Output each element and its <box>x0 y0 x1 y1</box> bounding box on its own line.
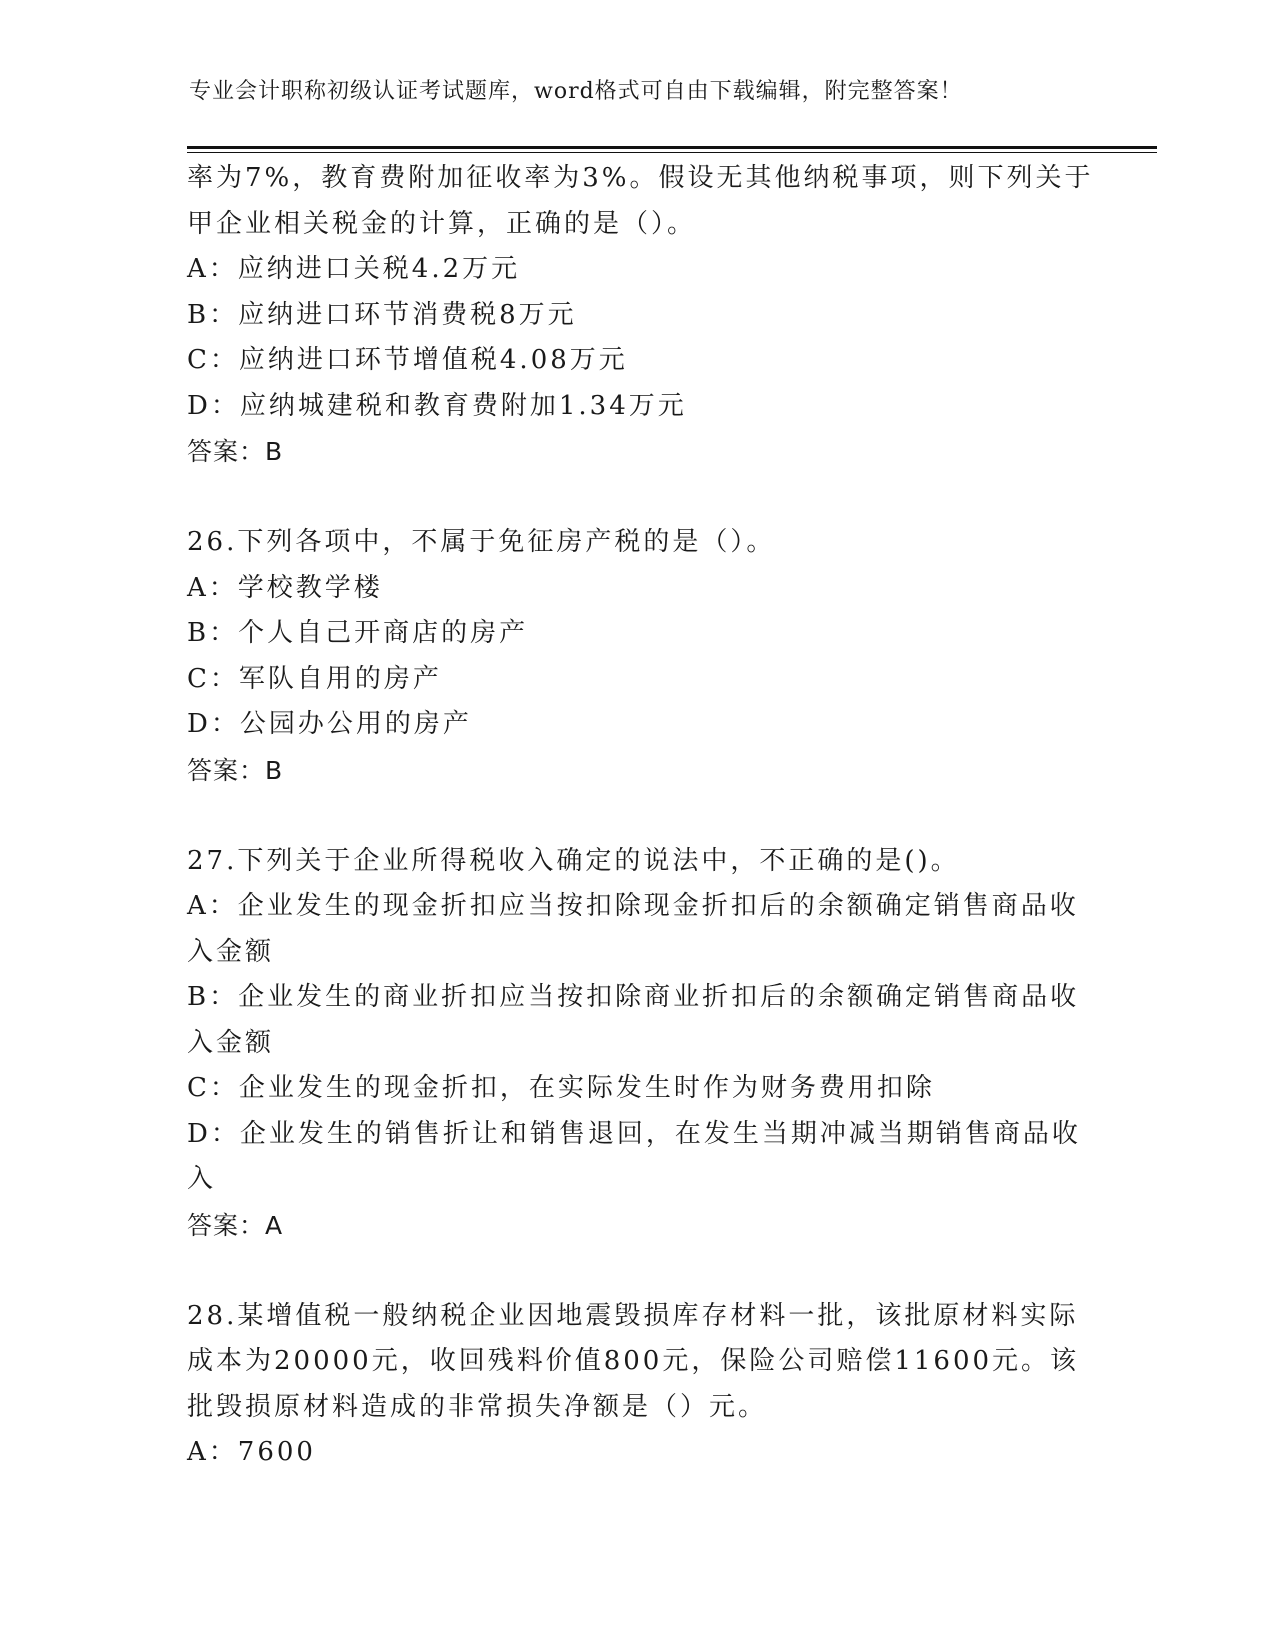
question-stem-line: 26.下列各项中，不属于免征房产税的是（）。 <box>187 527 776 557</box>
spacer <box>187 475 1087 521</box>
question-stem-line: 甲企业相关税金的计算，正确的是（）。 <box>187 208 697 239</box>
option-d: D：公园办公用的房产 <box>187 709 472 739</box>
option-d: D：应纳城建税和教育费附加1.34万元 <box>187 390 687 421</box>
answer: 答案：A <box>187 1210 284 1240</box>
option-c: C：企业发生的现金折扣，在实际发生时作为财务费用扣除 <box>187 1073 935 1103</box>
page-header: 专业会计职称初级认证考试题库，word格式可自由下载编辑，附完整答案！ <box>189 79 963 104</box>
question-27 <box>187 839 1087 1249</box>
option-d: D：企业发生的销售折让和销售退回，在发生当期冲减当期销售商品收 <box>187 1118 1081 1149</box>
option-c: C：军队自用的房产 <box>187 663 442 694</box>
option-b: B：应纳进口环节消费税8万元 <box>187 299 577 330</box>
header-rule-thin <box>187 152 1157 153</box>
option-a: A：7600 <box>187 1437 316 1467</box>
option-b: B：个人自己开商店的房产 <box>187 618 529 648</box>
option-c: C：应纳进口环节增值税4.08万元 <box>187 345 628 375</box>
question-28 <box>187 1294 1087 1476</box>
header-rule-thick <box>187 146 1157 149</box>
question-stem-line: 成本为20000元，收回残料价值800元，保险公司赔偿11600元。该 <box>187 1346 1080 1376</box>
option-a: A：应纳进口关税4.2万元 <box>187 254 521 284</box>
option-b-continued: 入金额 <box>187 1027 275 1058</box>
option-a: A：学校教学楼 <box>187 572 383 603</box>
question-stem-line: 率为7%，教育费附加征收率为3%。假设无其他纳税事项，则下列关于 <box>187 163 1094 193</box>
option-a: A：企业发生的现金折扣应当按扣除现金折扣后的余额确定销售商品收 <box>187 891 1079 921</box>
spacer <box>187 793 1087 839</box>
spacer <box>187 1248 1087 1294</box>
question-stem-line: 批毁损原材料造成的非常损失净额是（）元。 <box>187 1391 768 1422</box>
option-b: B：企业发生的商业折扣应当按扣除商业折扣后的余额确定销售商品收 <box>187 982 1080 1012</box>
option-d-continued: 入 <box>187 1164 217 1194</box>
answer: 答案：B <box>187 755 284 785</box>
question-25 <box>187 156 1094 475</box>
option-a-continued: 入金额 <box>187 936 275 967</box>
question-stem-line: 27.下列关于企业所得税收入确定的说法中，不正确的是()。 <box>187 845 960 876</box>
question-content <box>187 156 1094 1476</box>
question-26 <box>187 520 1087 793</box>
question-stem-line: 28.某增值税一般纳税企业因地震毁损库存材料一批，该批原材料实际 <box>187 1300 1079 1331</box>
answer: 答案：B <box>187 437 284 466</box>
